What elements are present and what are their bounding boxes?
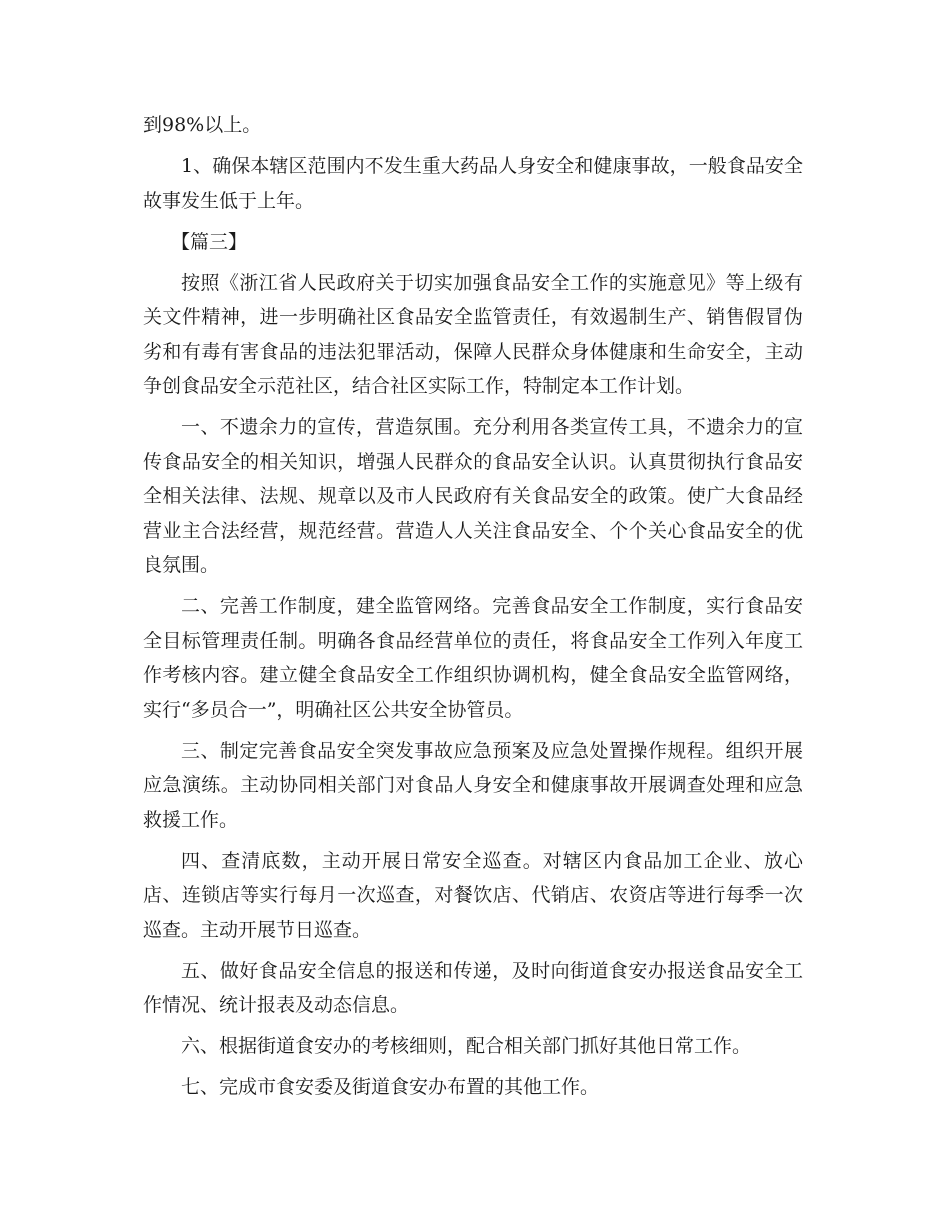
- paragraph-point-1: 一、不遗余力的宣传，营造氛围。充分利用各类宣传工具，不遗余力的宣传食品安全的相关知识，增强人民群众的食品安全认识。认真贯彻执行食品安全相关法律、法规、规章以及市人民政府有关食品安全的政策。使广大食品经营业主合法经营，规范经营。营造人人关注食品安全、个个关心食品安全的优良氛围。: [143, 416, 803, 576]
- paragraph-item-1: 1、确保本辖区范围内不发生重大药品人身安全和健康事故，一般食品安全故事发生低于上年。: [143, 155, 803, 212]
- paragraph-point-2: 二、完善工作制度，建全监管网络。完善食品安全工作制度，实行食品安全目标管理责任制。明确各食品经营单位的责任，将食品安全工作列入年度工作考核内容。建立健全食品安全工作组织协调机构，健全食品安全监管网络，实行“多员合一”，明确社区公共安全协管员。: [143, 595, 803, 721]
- paragraph-point-5: 五、做好食品安全信息的报送和传递，及时向街道食安办报送食品安全工作情况、统计报表及动态信息。: [143, 959, 803, 1016]
- paragraph-continuation: 到98%以上。: [143, 114, 262, 136]
- paragraph-point-6: 六、根据街道食安办的考核细则，配合相关部门抓好其他日常工作。: [181, 1035, 752, 1057]
- paragraph-point-3: 三、制定完善食品安全突发事故应急预案及应急处置操作规程。组织开展应急演练。主动协同相关部门对食品人身安全和健康事故开展调查处理和应急救援工作。: [143, 739, 803, 831]
- paragraph-point-4: 四、查清底数，主动开展日常安全巡查。对辖区内食品加工企业、放心店、连锁店等实行每月一次巡查，对餐饮店、代销店、农资店等进行每季一次巡查。主动开展节日巡查。: [143, 849, 803, 941]
- section-heading: 【篇三】: [171, 230, 248, 253]
- document-body: [143, 108, 803, 1111]
- paragraph-point-7: 七、完成市食安委及街道食安办布置的其他工作。: [181, 1076, 600, 1098]
- paragraph-intro: 按照《浙江省人民政府关于切实加强食品安全工作的实施意见》等上级有关文件精神，进一步明确社区食品安全监管责任，有效遏制生产、销售假冒伪劣和有毒有害食品的违法犯罪活动，保障人民群众身体健康和生命安全，主动争创食品安全示范社区，结合社区实际工作，特制定本工作计划。: [143, 271, 803, 397]
